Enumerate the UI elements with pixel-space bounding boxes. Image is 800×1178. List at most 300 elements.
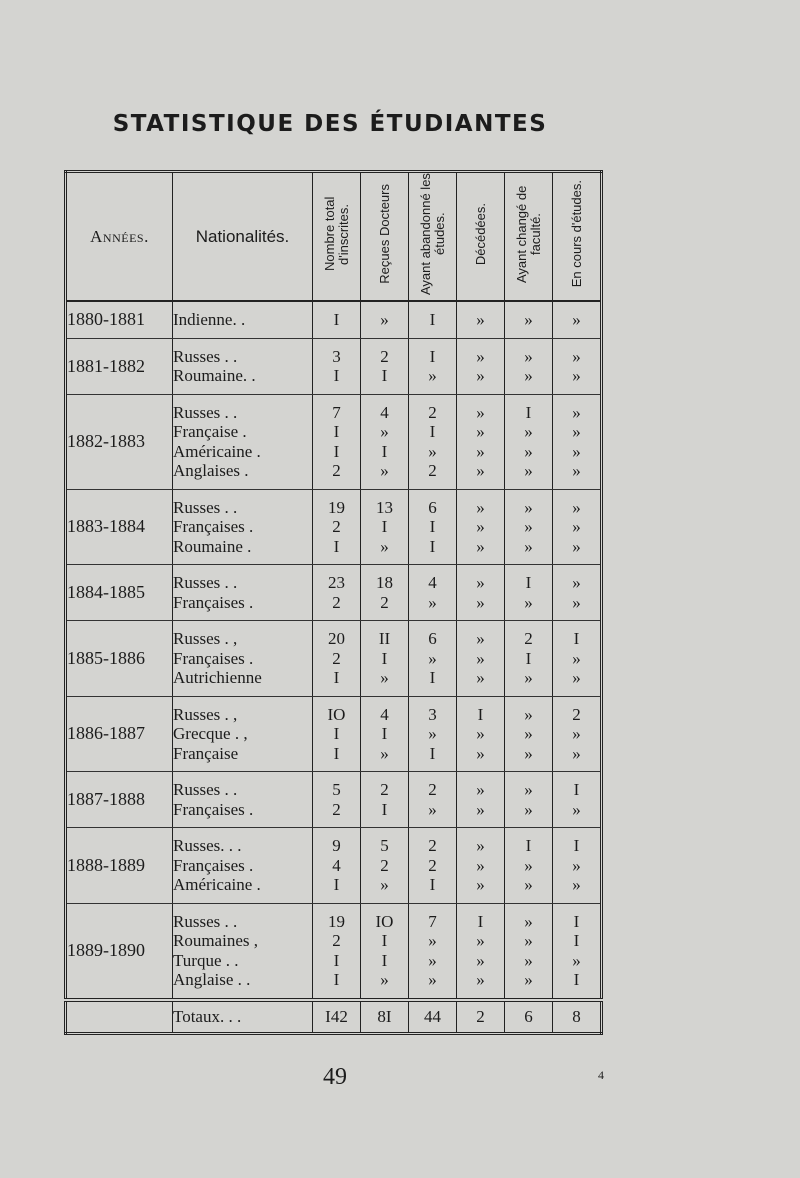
value-cell (409, 772, 457, 828)
value-line: I (477, 911, 484, 931)
value-line: » (476, 780, 485, 799)
value-line: I (477, 704, 484, 724)
value-line: 2 (380, 346, 389, 366)
value-cell (313, 394, 361, 489)
value-cell (361, 394, 409, 489)
value-cell (553, 772, 602, 828)
header-nationalities: Nationalités. (173, 172, 313, 302)
value-cell (553, 565, 602, 621)
value-line: I (573, 836, 580, 855)
value-line: » (572, 402, 581, 422)
value-line: » (476, 799, 485, 819)
year-group-row (66, 696, 602, 772)
value-line: 2 (428, 855, 437, 875)
value-line: » (524, 799, 533, 819)
year-cell: 1887-1888 (66, 772, 173, 828)
value-line: » (380, 536, 389, 556)
year-group-row (66, 903, 602, 1000)
value-line: » (476, 950, 485, 970)
value-line: 4 (332, 855, 341, 875)
value-line: » (524, 422, 533, 441)
value-cell (409, 338, 457, 394)
value-line: 2 (428, 780, 437, 799)
value-line: I (333, 422, 340, 441)
value-line: » (572, 648, 581, 668)
value-line: » (428, 950, 437, 970)
total-value: 2 (457, 1000, 505, 1034)
value-cell (457, 828, 505, 904)
value-line: 7 (428, 911, 437, 931)
year-cell: 1882-1883 (66, 394, 173, 489)
value-line: I (429, 310, 436, 329)
header-row (66, 172, 602, 302)
nationality-line: Russes. . . (173, 836, 242, 855)
value-line: » (380, 970, 389, 989)
value-cell (361, 489, 409, 565)
value-line: » (428, 799, 437, 819)
value-line: I (333, 441, 340, 461)
value-line: 9 (332, 836, 341, 855)
total-value: I42 (313, 1000, 361, 1034)
value-line: I (429, 346, 436, 366)
value-line: » (524, 536, 533, 556)
value-cell (553, 696, 602, 772)
header-changed-faculty-label: Ayant changé de faculté. (513, 185, 543, 283)
value-cell (409, 621, 457, 697)
value-cell (361, 301, 409, 338)
value-line: » (428, 648, 437, 668)
year-group-row (66, 394, 602, 489)
value-line: » (476, 668, 485, 687)
value-line: » (524, 366, 533, 385)
value-line: » (524, 668, 533, 687)
value-cell (457, 338, 505, 394)
value-cell (313, 828, 361, 904)
value-line: IO (327, 704, 346, 724)
value-line: » (524, 517, 533, 536)
value-line: » (572, 855, 581, 875)
value-line: » (572, 668, 581, 687)
total-value: 8 (553, 1000, 602, 1034)
value-line: » (380, 422, 389, 441)
value-line: I (573, 931, 580, 950)
value-cell (409, 696, 457, 772)
nationality-line: Autrichienne (173, 668, 262, 687)
value-line: » (572, 724, 581, 743)
value-line: I (429, 422, 436, 441)
value-line: 4 (428, 573, 437, 592)
nationality-line: Russes . . (173, 573, 238, 592)
value-cell (457, 621, 505, 697)
nationality-line: Française . (173, 422, 247, 441)
value-cell (409, 565, 457, 621)
page-title: STATISTIQUE DES ÉTUDIANTES (112, 111, 548, 137)
value-cell (361, 338, 409, 394)
value-line: » (428, 366, 437, 385)
nationality-line: Américaine . (173, 875, 261, 894)
value-line: » (428, 441, 437, 461)
value-line: » (524, 704, 533, 724)
value-cell (505, 338, 553, 394)
value-line: » (476, 743, 485, 763)
value-line: » (476, 461, 485, 480)
value-line: » (476, 346, 485, 366)
value-line: I (573, 780, 580, 799)
value-line: 2 (332, 592, 341, 612)
nationality-cell (173, 696, 313, 772)
value-line: » (476, 402, 485, 422)
value-line: 5 (380, 836, 389, 855)
value-line: » (380, 743, 389, 763)
value-line: I (525, 402, 532, 422)
value-cell (553, 489, 602, 565)
page-number: 49 (323, 1064, 347, 1090)
value-cell (409, 489, 457, 565)
value-line: 5 (332, 780, 341, 799)
value-line: » (476, 366, 485, 385)
value-line: » (524, 441, 533, 461)
value-line: 2 (380, 592, 389, 612)
nationality-cell (173, 565, 313, 621)
nationality-line: Turque . . (173, 950, 239, 970)
value-cell (505, 565, 553, 621)
value-line: » (524, 855, 533, 875)
year-group-row (66, 621, 602, 697)
value-cell (313, 565, 361, 621)
value-line: I (381, 724, 388, 743)
value-line: 23 (328, 573, 345, 592)
value-cell (361, 696, 409, 772)
value-line: I (525, 648, 532, 668)
value-line: » (524, 310, 533, 329)
nationality-line: Françaises . (173, 799, 254, 819)
value-line: I (333, 743, 340, 763)
nationality-line: Françaises . (173, 592, 254, 612)
value-cell (409, 394, 457, 489)
value-line: » (572, 497, 581, 517)
value-line: » (524, 911, 533, 931)
value-line: » (476, 592, 485, 612)
nationality-cell (173, 338, 313, 394)
value-line: » (572, 592, 581, 612)
value-cell (505, 394, 553, 489)
value-cell (457, 772, 505, 828)
value-cell (505, 828, 553, 904)
value-cell (361, 903, 409, 1000)
value-line: » (524, 724, 533, 743)
header-abandoned-label: Ayant abandonné les études. (417, 173, 447, 295)
value-line: 2 (332, 648, 341, 668)
value-cell (553, 828, 602, 904)
value-line: 2 (572, 704, 581, 724)
value-line: I (429, 743, 436, 763)
value-cell (505, 903, 553, 1000)
year-group-row (66, 828, 602, 904)
value-line: » (524, 346, 533, 366)
value-cell (409, 301, 457, 338)
value-cell (505, 621, 553, 697)
value-line: » (572, 366, 581, 385)
year-cell: 1889-1890 (66, 903, 173, 1000)
year-group-row (66, 301, 602, 338)
value-line: » (572, 875, 581, 894)
value-line: I (429, 517, 436, 536)
value-cell (361, 828, 409, 904)
value-cell (313, 696, 361, 772)
totals-label: Totaux. . . (173, 1000, 313, 1034)
header-deceased (457, 172, 505, 302)
value-line: » (476, 536, 485, 556)
value-line: I (333, 366, 340, 385)
value-line: » (380, 875, 389, 894)
value-cell (505, 772, 553, 828)
value-line: » (524, 592, 533, 612)
header-in-studies (553, 172, 602, 302)
value-line: 4 (380, 704, 389, 724)
value-line: I (381, 366, 388, 385)
value-line: 2 (524, 629, 533, 648)
value-cell (409, 828, 457, 904)
value-line: » (524, 497, 533, 517)
value-line: 3 (428, 704, 437, 724)
value-line: I (333, 875, 340, 894)
nationality-cell (173, 394, 313, 489)
value-cell (457, 903, 505, 1000)
nationality-cell (173, 828, 313, 904)
value-line: II (378, 629, 391, 648)
year-cell: 1883-1884 (66, 489, 173, 565)
year-cell: 1884-1885 (66, 565, 173, 621)
value-line: » (476, 422, 485, 441)
value-line: » (428, 724, 437, 743)
value-line: » (476, 310, 485, 329)
header-doctors-label: Reçues Docteurs (376, 184, 392, 284)
value-line: » (476, 931, 485, 950)
value-line: » (380, 461, 389, 480)
value-line: » (476, 517, 485, 536)
value-cell (457, 565, 505, 621)
header-total-enrolled-label: Nombre total d'inscrites. (321, 196, 351, 272)
value-line: I (525, 573, 532, 592)
value-line: » (572, 441, 581, 461)
header-in-studies-label: En cours d'études. (568, 180, 584, 288)
nationality-line: Russes . . (173, 402, 238, 422)
table-body (66, 301, 602, 1000)
value-line: I (573, 970, 580, 989)
nationality-cell (173, 772, 313, 828)
value-line: » (476, 629, 485, 648)
nationality-line: Russes . . (173, 497, 238, 517)
nationality-line: Russes . . (173, 346, 238, 366)
student-statistics-table (64, 170, 603, 1035)
value-cell (457, 696, 505, 772)
value-line: IO (375, 911, 394, 931)
value-line: » (476, 573, 485, 592)
totals-blank (66, 1000, 173, 1034)
value-line: » (572, 346, 581, 366)
value-line: 4 (380, 402, 389, 422)
nationality-line: Roumaine. . (173, 366, 256, 385)
value-line: » (476, 970, 485, 989)
value-line: I (333, 310, 340, 329)
value-line: » (380, 668, 389, 687)
value-line: I (429, 875, 436, 894)
value-line: 2 (380, 780, 389, 799)
value-line: » (476, 648, 485, 668)
value-line: I (381, 950, 388, 970)
value-line: » (572, 310, 581, 329)
value-line: 20 (328, 629, 345, 648)
nationality-line: Roumaine . (173, 536, 252, 556)
header-doctors (361, 172, 409, 302)
year-group-row (66, 338, 602, 394)
nationality-cell (173, 301, 313, 338)
value-line: » (572, 573, 581, 592)
value-line: 2 (332, 461, 341, 480)
value-line: I (573, 911, 580, 931)
value-line: I (381, 517, 388, 536)
value-line: » (572, 461, 581, 480)
value-line: » (572, 743, 581, 763)
value-line: » (476, 497, 485, 517)
value-line: 2 (332, 517, 341, 536)
nationality-line: Françaises . (173, 648, 254, 668)
nationality-line: Russes . , (173, 704, 238, 724)
value-line: I (429, 668, 436, 687)
value-cell (313, 772, 361, 828)
value-line: » (572, 517, 581, 536)
value-line: I (429, 536, 436, 556)
value-cell (313, 903, 361, 1000)
value-line: 19 (328, 497, 345, 517)
value-cell (553, 301, 602, 338)
total-value: 6 (505, 1000, 553, 1034)
value-line: » (380, 310, 389, 329)
value-cell (361, 565, 409, 621)
value-cell (457, 489, 505, 565)
value-cell (505, 301, 553, 338)
value-line: I (333, 724, 340, 743)
nationality-line: Russes . , (173, 629, 238, 648)
value-cell (313, 489, 361, 565)
nationality-line: Françaises . (173, 517, 254, 536)
value-cell (313, 301, 361, 338)
year-group-row (66, 565, 602, 621)
value-cell (457, 394, 505, 489)
nationality-cell (173, 621, 313, 697)
value-line: I (381, 799, 388, 819)
value-line: I (381, 441, 388, 461)
year-cell: 1881-1882 (66, 338, 173, 394)
value-cell (553, 621, 602, 697)
value-line: » (524, 970, 533, 989)
value-line: 7 (332, 402, 341, 422)
value-line: » (524, 780, 533, 799)
value-line: » (524, 875, 533, 894)
nationality-line: Russes . . (173, 911, 238, 931)
nationality-line: Française (173, 743, 239, 763)
year-cell: 1888-1889 (66, 828, 173, 904)
value-line: 2 (380, 855, 389, 875)
year-cell: 1886-1887 (66, 696, 173, 772)
value-line: » (476, 855, 485, 875)
value-line: » (428, 970, 437, 989)
nationality-cell (173, 489, 313, 565)
value-cell (409, 903, 457, 1000)
value-line: » (476, 875, 485, 894)
value-cell (553, 394, 602, 489)
value-line: 18 (376, 573, 393, 592)
value-cell (361, 621, 409, 697)
value-line: 19 (328, 911, 345, 931)
nationality-line: Roumaines , (173, 931, 258, 950)
value-cell (361, 772, 409, 828)
value-line: » (476, 441, 485, 461)
nationality-line: Anglaises . (173, 461, 249, 480)
total-value: 8I (361, 1000, 409, 1034)
total-value: 44 (409, 1000, 457, 1034)
nationality-line: Indienne. . (173, 310, 246, 329)
header-deceased-label: Décédées. (472, 202, 488, 266)
totals-row (66, 1000, 602, 1034)
header-changed-faculty (505, 172, 553, 302)
corner-mark: 4 (598, 1068, 604, 1082)
value-line: » (524, 461, 533, 480)
value-line: I (333, 970, 340, 989)
nationality-cell (173, 903, 313, 1000)
value-cell (553, 338, 602, 394)
value-cell (313, 621, 361, 697)
value-line: » (572, 950, 581, 970)
value-line: I (525, 836, 532, 855)
value-line: I (573, 629, 580, 648)
value-line: » (524, 931, 533, 950)
header-abandoned (409, 172, 457, 302)
year-cell: 1880-1881 (66, 301, 173, 338)
nationality-line: Françaises . (173, 855, 254, 875)
nationality-line: Américaine . (173, 441, 261, 461)
value-line: 2 (428, 836, 437, 855)
value-line: » (476, 836, 485, 855)
value-cell (505, 489, 553, 565)
value-line: 6 (428, 629, 437, 648)
header-years: Années. (66, 172, 173, 302)
nationality-line: Anglaise . . (173, 970, 251, 989)
value-line: » (476, 724, 485, 743)
value-line: 2 (332, 799, 341, 819)
value-line: 2 (428, 402, 437, 422)
value-line: 2 (332, 931, 341, 950)
value-line: » (428, 592, 437, 612)
year-group-row (66, 772, 602, 828)
value-cell (457, 301, 505, 338)
value-line: » (572, 536, 581, 556)
value-line: I (381, 931, 388, 950)
value-line: 6 (428, 497, 437, 517)
year-cell: 1885-1886 (66, 621, 173, 697)
value-line: » (572, 422, 581, 441)
value-line: I (333, 668, 340, 687)
value-line: I (333, 950, 340, 970)
value-line: » (572, 799, 581, 819)
value-line: » (428, 931, 437, 950)
value-line: I (381, 648, 388, 668)
value-line: I (333, 536, 340, 556)
value-line: 3 (332, 346, 341, 366)
value-cell (553, 903, 602, 1000)
nationality-line: Grecque . , (173, 724, 248, 743)
nationality-line: Russes . . (173, 780, 238, 799)
